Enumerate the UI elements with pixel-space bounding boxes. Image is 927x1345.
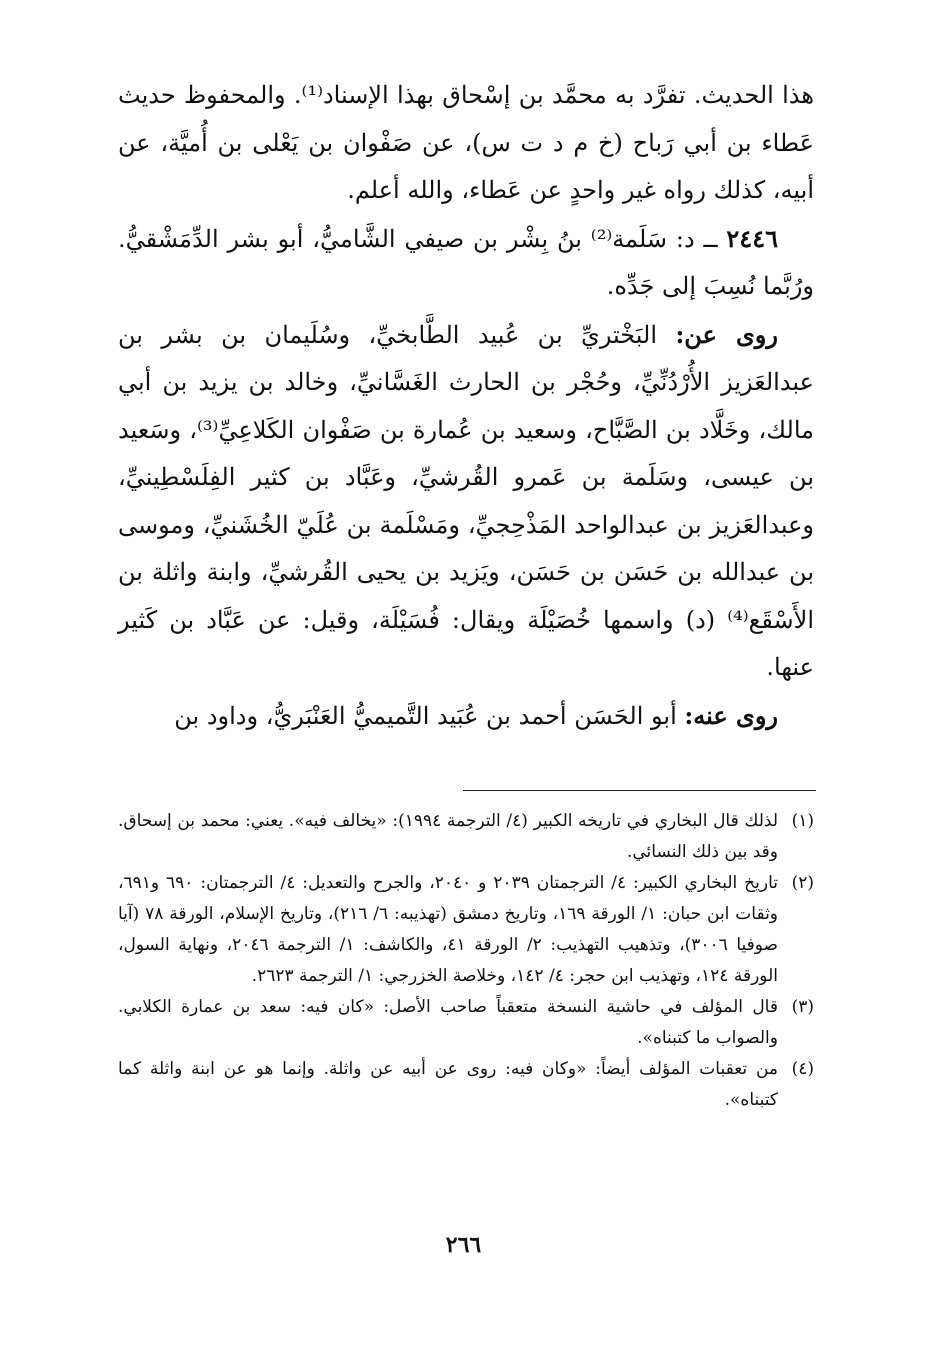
opening-paragraph-text: هذا الحديث. تفرَّد به محمَّد بن إسْحاق بهذا الإسناد⁽¹⁾. والمحفوظ حديث عَطاء بن أبي رَباح (خ م د ت س)، عن صَفْوان بن يَعْلى بن أُميَّة، عن أبيه، كذلك رواه غير واحدٍ عن عَطاء، والله أعلم. [118,81,815,204]
footnote-1 [118,806,814,868]
narrated-by-text: أبو الحَسَن أحمد بن عُبَيد التَّميميُّ العَنْبَريُّ، وداود بن [174,701,677,730]
footnote-number: (١) [791,811,814,831]
narrated-from-text: البَخْتريِّ بن عُبيد الطَّابخيِّ، وسُلَيمان بن بشر بن عبدالعَزيز الأُرْدُنِّيِّ، وحُجْر بن الحارث الغَسَّانيِّ، وخالد بن يزيد بن أبي مالك، وخَلَّاد بن الصَّبَّاح، وسعيد بن عُمارة بن صَفْوان الكَلاعِيِّ⁽³⁾، وسَعيد بن عيسى، وسَلَمة بن عَمرو القُرشيِّ، وعَبَّاد بن كثير الفِلَسْطِينيِّ، وعبدالعَزيز بن عبدالواحد المَذْحِجيِّ، ومَسْلَمة بن عُلَيّ الخُشَنيِّ، وموسى بن عبدالله بن حَسَن بن حَسَن، ويَزيد بن يحيى القُرشيِّ، وابنة واثلة بن الأَسْقَع⁽⁴⁾ (د) واسمها خُصَيْلَة ويقال: فُسَيْلَة، وقيل: عن عَبَّاد بن كَثير عنها. [118,320,814,681]
footnote-number: (٣) [791,997,814,1017]
footnote-3 [118,992,814,1054]
footnote-2 [118,868,814,992]
main-text [118,72,814,740]
narrated-by-lead: روى عنه: [684,700,778,730]
footnote-text: تاريخ البخاري الكبير: ٤/ الترجمتان ٢٠٣٩ و ٢٠٤٠، والجرح والتعديل: ٤/ الترجمتان: ٦٩٠ و٦٩١، وثقات ابن حبان: ١/ الورقة ١٦٩، وتاريخ دمشق (تهذيبه: ٦/ ٢١٦)، وتاريخ الإسلام، الورقة ٧٨ (آيا صوفيا ٣٠٠٦)، وتذهيب التهذيب: ٢/ الورقة ٤١، والكاشف: ١/ الترجمة ٢٠٤٦، ونهاية السول، الورقة ١٢٤، وتهذيب ابن حجر: ٤/ ١٤٢، وخلاصة الخزرجي: ١/ الترجمة ٢٦٢٣. [118,873,779,986]
narrated-by-paragraph [118,692,814,741]
entry-heading [118,215,814,311]
narrated-from-paragraph [118,311,814,692]
footnote-text: قال المؤلف في حاشية النسخة متعقباً صاحب الأصل: «كان فيه: سعد بن عمارة الكلابي. والصواب ما كتبناه». [118,997,778,1048]
footnote-text: من تعقبات المؤلف أيضاً: «وكان فيه: روى عن أبيه عن واثلة. وإنما هو عن ابنة واثلة كما كتبناه». [118,1059,778,1110]
opening-paragraph [118,72,814,215]
page-number: ٢٦٦ [445,1232,482,1258]
footnote-4 [118,1054,814,1116]
footnote-number: (٤) [791,1059,814,1079]
footnotes [118,806,814,1116]
footnote-number: (٢) [791,873,814,893]
footnote-text: لذلك قال البخاري في تاريخه الكبير (٤/ الترجمة ١٩٩٤): «يخالف فيه». يعني: محمد بن إسحاق. وقد بين ذلك النسائي. [118,811,778,862]
narrated-from-lead: روى عن: [675,319,778,349]
footnote-separator [463,790,816,791]
entry-number: ٢٤٤٦ [726,223,778,253]
entry-heading-text: ــ د: سَلَمة⁽²⁾ بنُ بِشْر بن صيفي الشَّاميُّ، أبو بشر الدِّمَشْقيُّ. ورُبَّما نُسِبَ إلى جَدِّه. [118,224,814,300]
